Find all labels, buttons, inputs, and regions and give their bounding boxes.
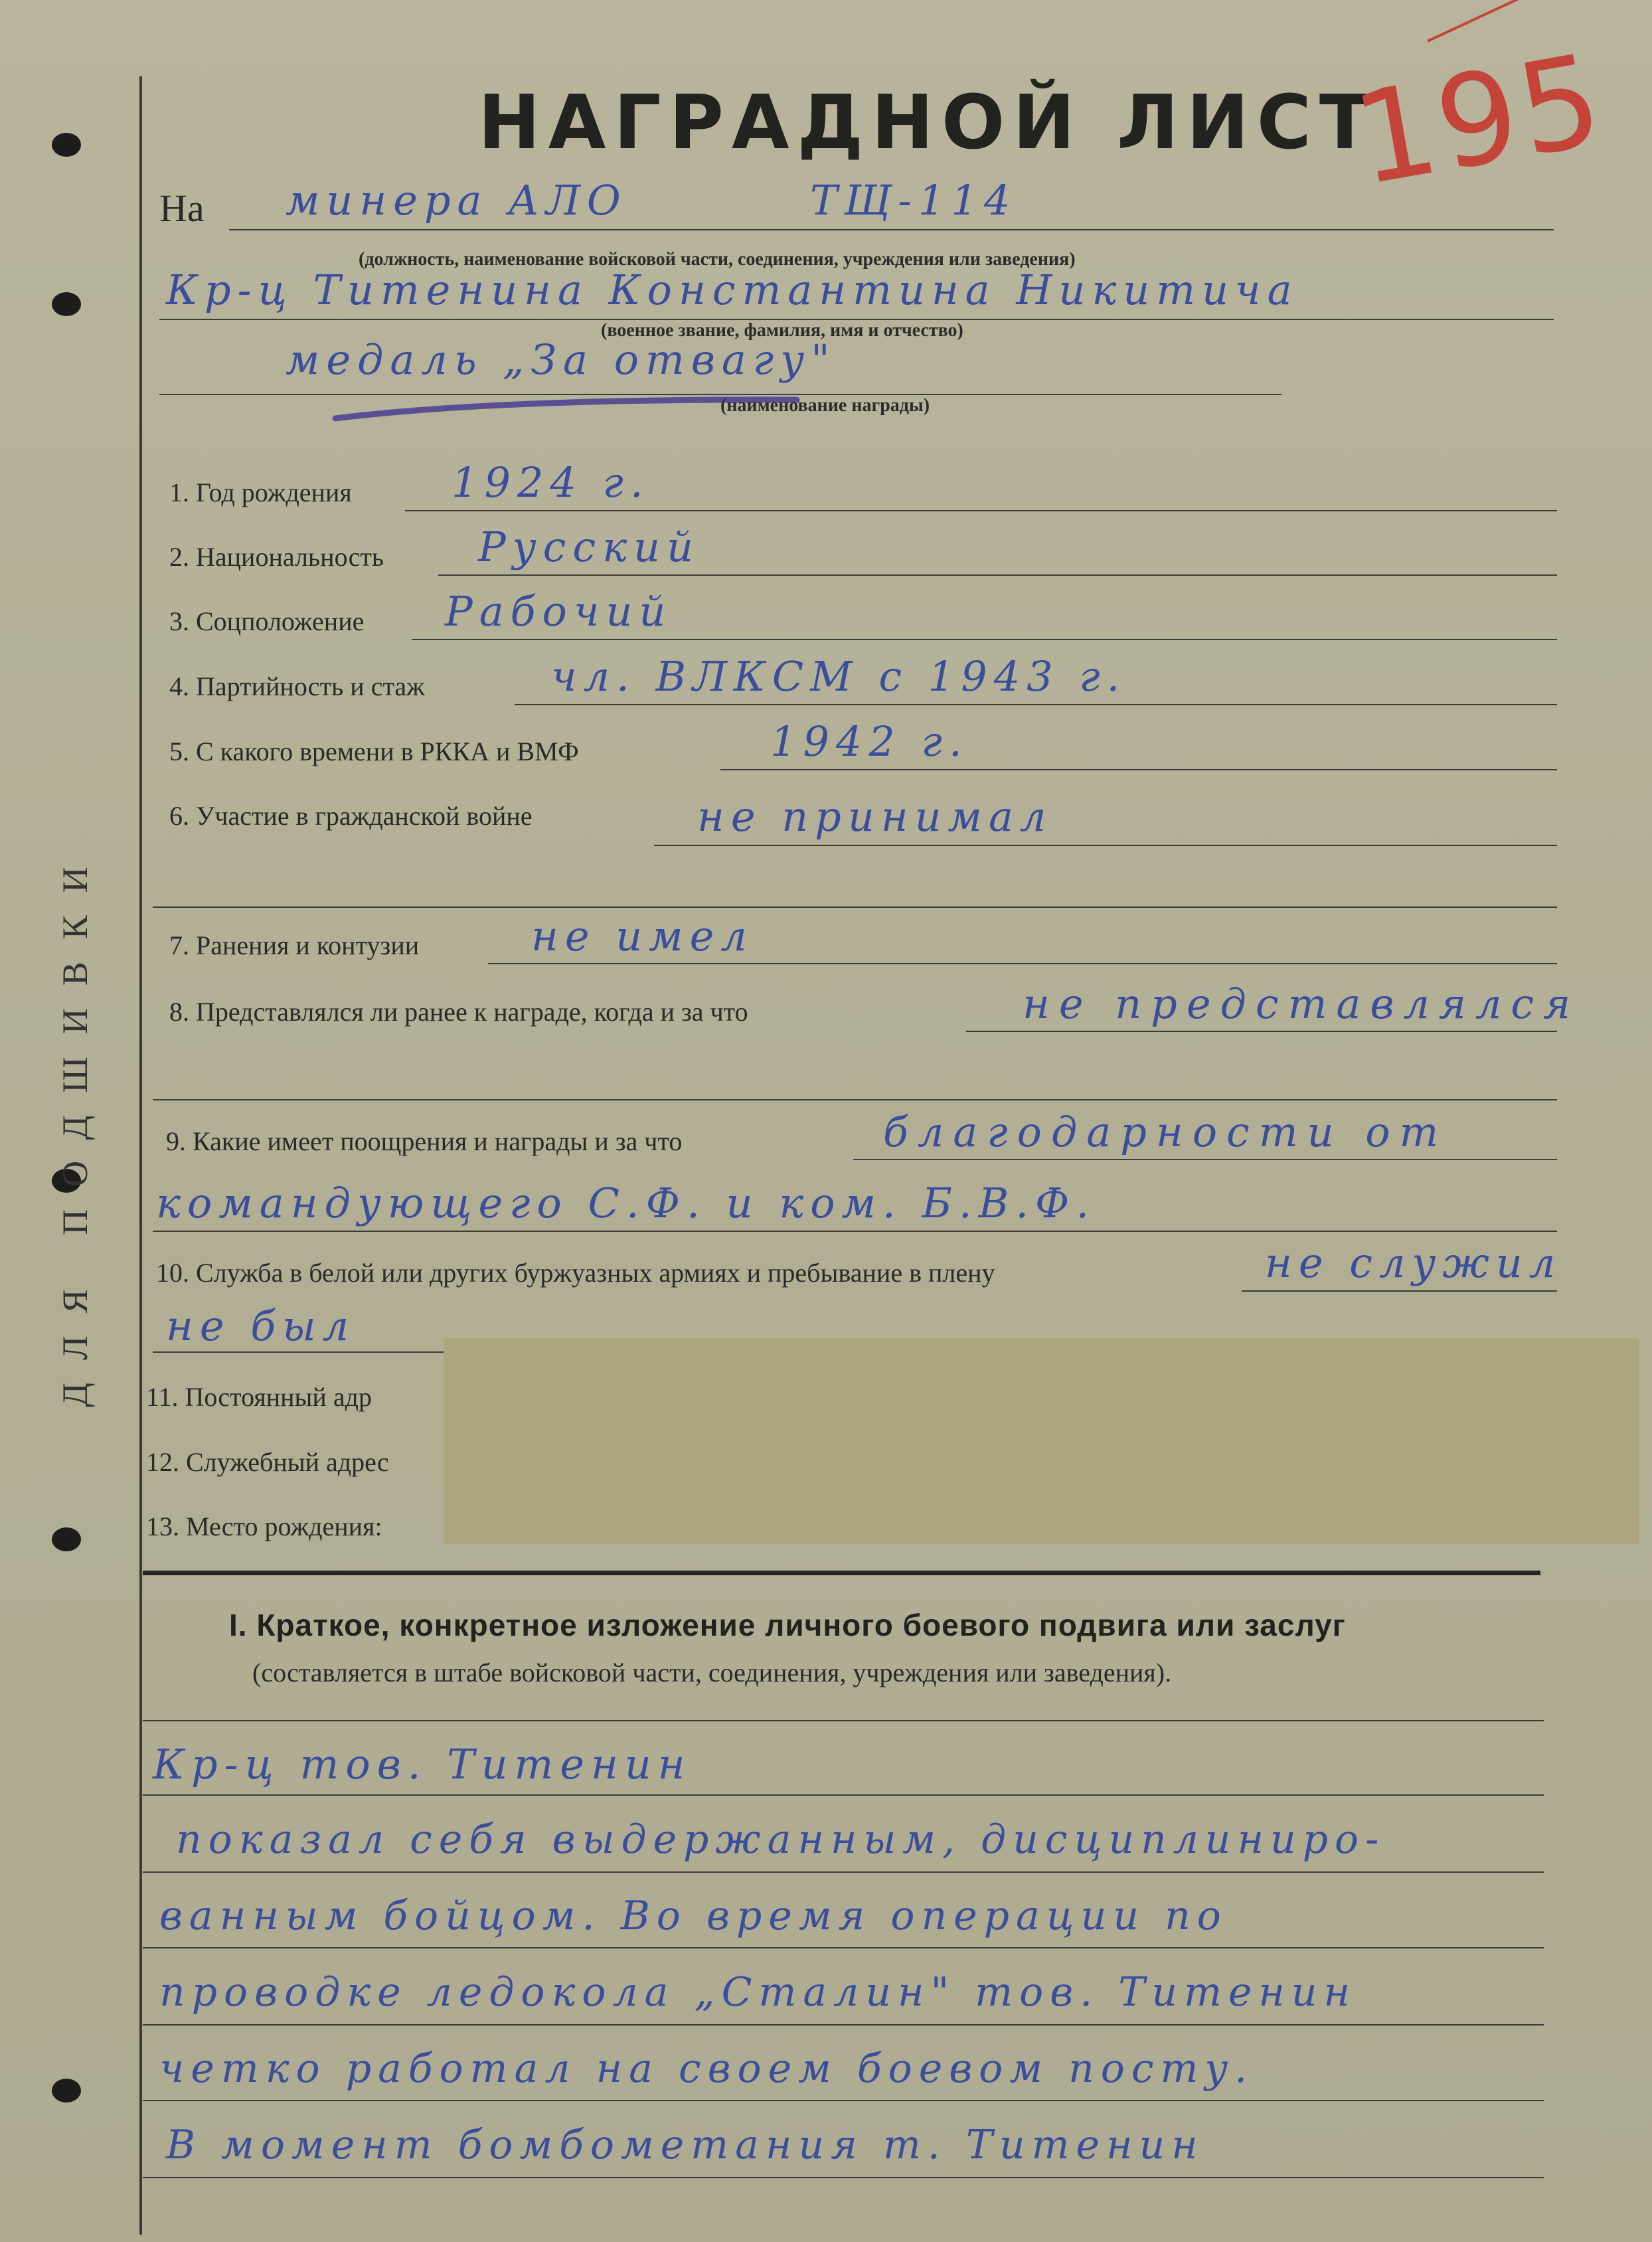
narrative-rule — [143, 1947, 1544, 1948]
field-value-commendations: благодарности от — [883, 1108, 1448, 1156]
narrative-rule — [143, 2100, 1544, 2101]
field-value-social-status: Рабочий — [445, 587, 673, 636]
to-prefix: На — [159, 187, 205, 230]
field-label-wounds: 7. Ранения и контузии — [169, 930, 420, 960]
field-line — [412, 639, 1557, 640]
field-label-service-start: 5. С какого времени в РККА и ВМФ — [169, 736, 579, 766]
field-line — [1242, 1290, 1557, 1292]
rank-name-value: Кр-ц Титенина Константина Никитича — [166, 266, 1299, 314]
narrative-line: В момент бомбометания т. Титенин — [166, 2122, 1204, 2168]
field-value-commendations-cont: командующего С.Ф. и ком. Б.В.Ф. — [156, 1179, 1096, 1227]
field-value-service-start: 1942 г. — [770, 717, 969, 766]
field-line — [405, 510, 1557, 511]
section-title: I. Краткое, конкретное изложение личного боевого подвига или заслуг — [229, 1608, 1346, 1642]
field-label-service-address: 12. Служебный адрес — [146, 1447, 389, 1477]
narrative-line: Кр-ц тов. Титенин — [153, 1740, 692, 1788]
field-label-permanent-address: 11. Постоянный адр — [146, 1382, 372, 1412]
narrative-line: проводке ледокола „Сталин" тов. Титенин — [159, 1969, 1357, 2016]
position-caption: (должность, наименование войсковой части, соединения, учреждения или заведения) — [359, 249, 1076, 270]
field-label-civil-war: 6. Участие в гражданской войне — [169, 801, 533, 831]
punch-hole — [52, 133, 81, 157]
field-label-foreign-service: 10. Служба в белой или других буржуазных армиях и пребывание в плену — [156, 1258, 995, 1288]
narrative-rule — [143, 2177, 1544, 2178]
field-line — [153, 1231, 1557, 1232]
section-subtitle: (составляется в штабе войсковой части, соединения, учреждения или заведения). — [252, 1658, 1172, 1687]
field-label-commendations: 9. Какие имеет поощрения и награды и за что — [166, 1126, 683, 1156]
field-label-birthplace: 13. Место рождения: — [146, 1511, 382, 1541]
field-label-nationality: 2. Национальность — [169, 542, 384, 572]
narrative-rule — [143, 1871, 1544, 1873]
field-line — [153, 906, 1557, 908]
redaction-block — [444, 1338, 1639, 1544]
field-line — [488, 963, 1557, 964]
field-value-civil-war: не принимал — [697, 792, 1053, 841]
margin-rule — [139, 76, 142, 2235]
sheet-number: 195 — [1343, 26, 1614, 214]
punch-hole — [52, 292, 81, 316]
field-value-party: чл. ВЛКСМ с 1943 г. — [551, 652, 1127, 701]
field-label-prior-award: 8. Представлялся ли ранее к награде, когда и за что — [169, 997, 748, 1027]
narrative-line: показал себя выдержанным, дисциплиниро- — [176, 1816, 1386, 1863]
field-line — [966, 1031, 1557, 1032]
rank-caption: (военное звание, фамилия, имя и отчество) — [601, 320, 963, 341]
field-value-foreign-service-cont: не был — [166, 1302, 356, 1350]
position-value: минера АЛО — [286, 176, 627, 224]
narrative-line: четко работал на своем боевом посту. — [159, 2045, 1254, 2092]
award-value: медаль „За отвагу" — [286, 335, 837, 384]
narrative-line: ванным бойцом. Во время операции по — [159, 1893, 1228, 1939]
field-line — [853, 1159, 1557, 1160]
punch-hole — [52, 1527, 81, 1551]
field-value-foreign-service: не служил — [1265, 1239, 1562, 1287]
field-value-wounds: не имел — [531, 912, 754, 960]
position-line — [229, 229, 1554, 230]
narrative-rule — [143, 1794, 1544, 1796]
section-divider — [143, 1571, 1540, 1575]
field-line — [654, 845, 1557, 846]
narrative-rule — [143, 2024, 1544, 2026]
field-label-social-status: 3. Соцположение — [169, 606, 365, 636]
unit-value: ТЩ-114 — [810, 176, 1017, 224]
field-label-birth-year: 1. Год рождения — [169, 477, 352, 507]
binding-margin-label: ДЛЯ ПОДШИВКИ — [55, 844, 95, 1407]
field-label-party: 4. Партийность и стаж — [169, 671, 425, 701]
punch-hole — [52, 2079, 81, 2103]
field-value-birth-year: 1924 г. — [452, 458, 650, 507]
field-line — [438, 574, 1557, 576]
field-value-nationality: Русский — [478, 523, 701, 571]
field-line — [153, 1099, 1557, 1100]
field-line — [720, 769, 1557, 770]
award-caption: (наименование награды) — [720, 395, 930, 416]
section-line — [143, 1720, 1544, 1721]
document-title: НАГРАДНОЙ ЛИСТ — [478, 80, 1378, 166]
field-line — [515, 704, 1557, 705]
field-value-prior-award: не представлялся — [1023, 980, 1580, 1028]
